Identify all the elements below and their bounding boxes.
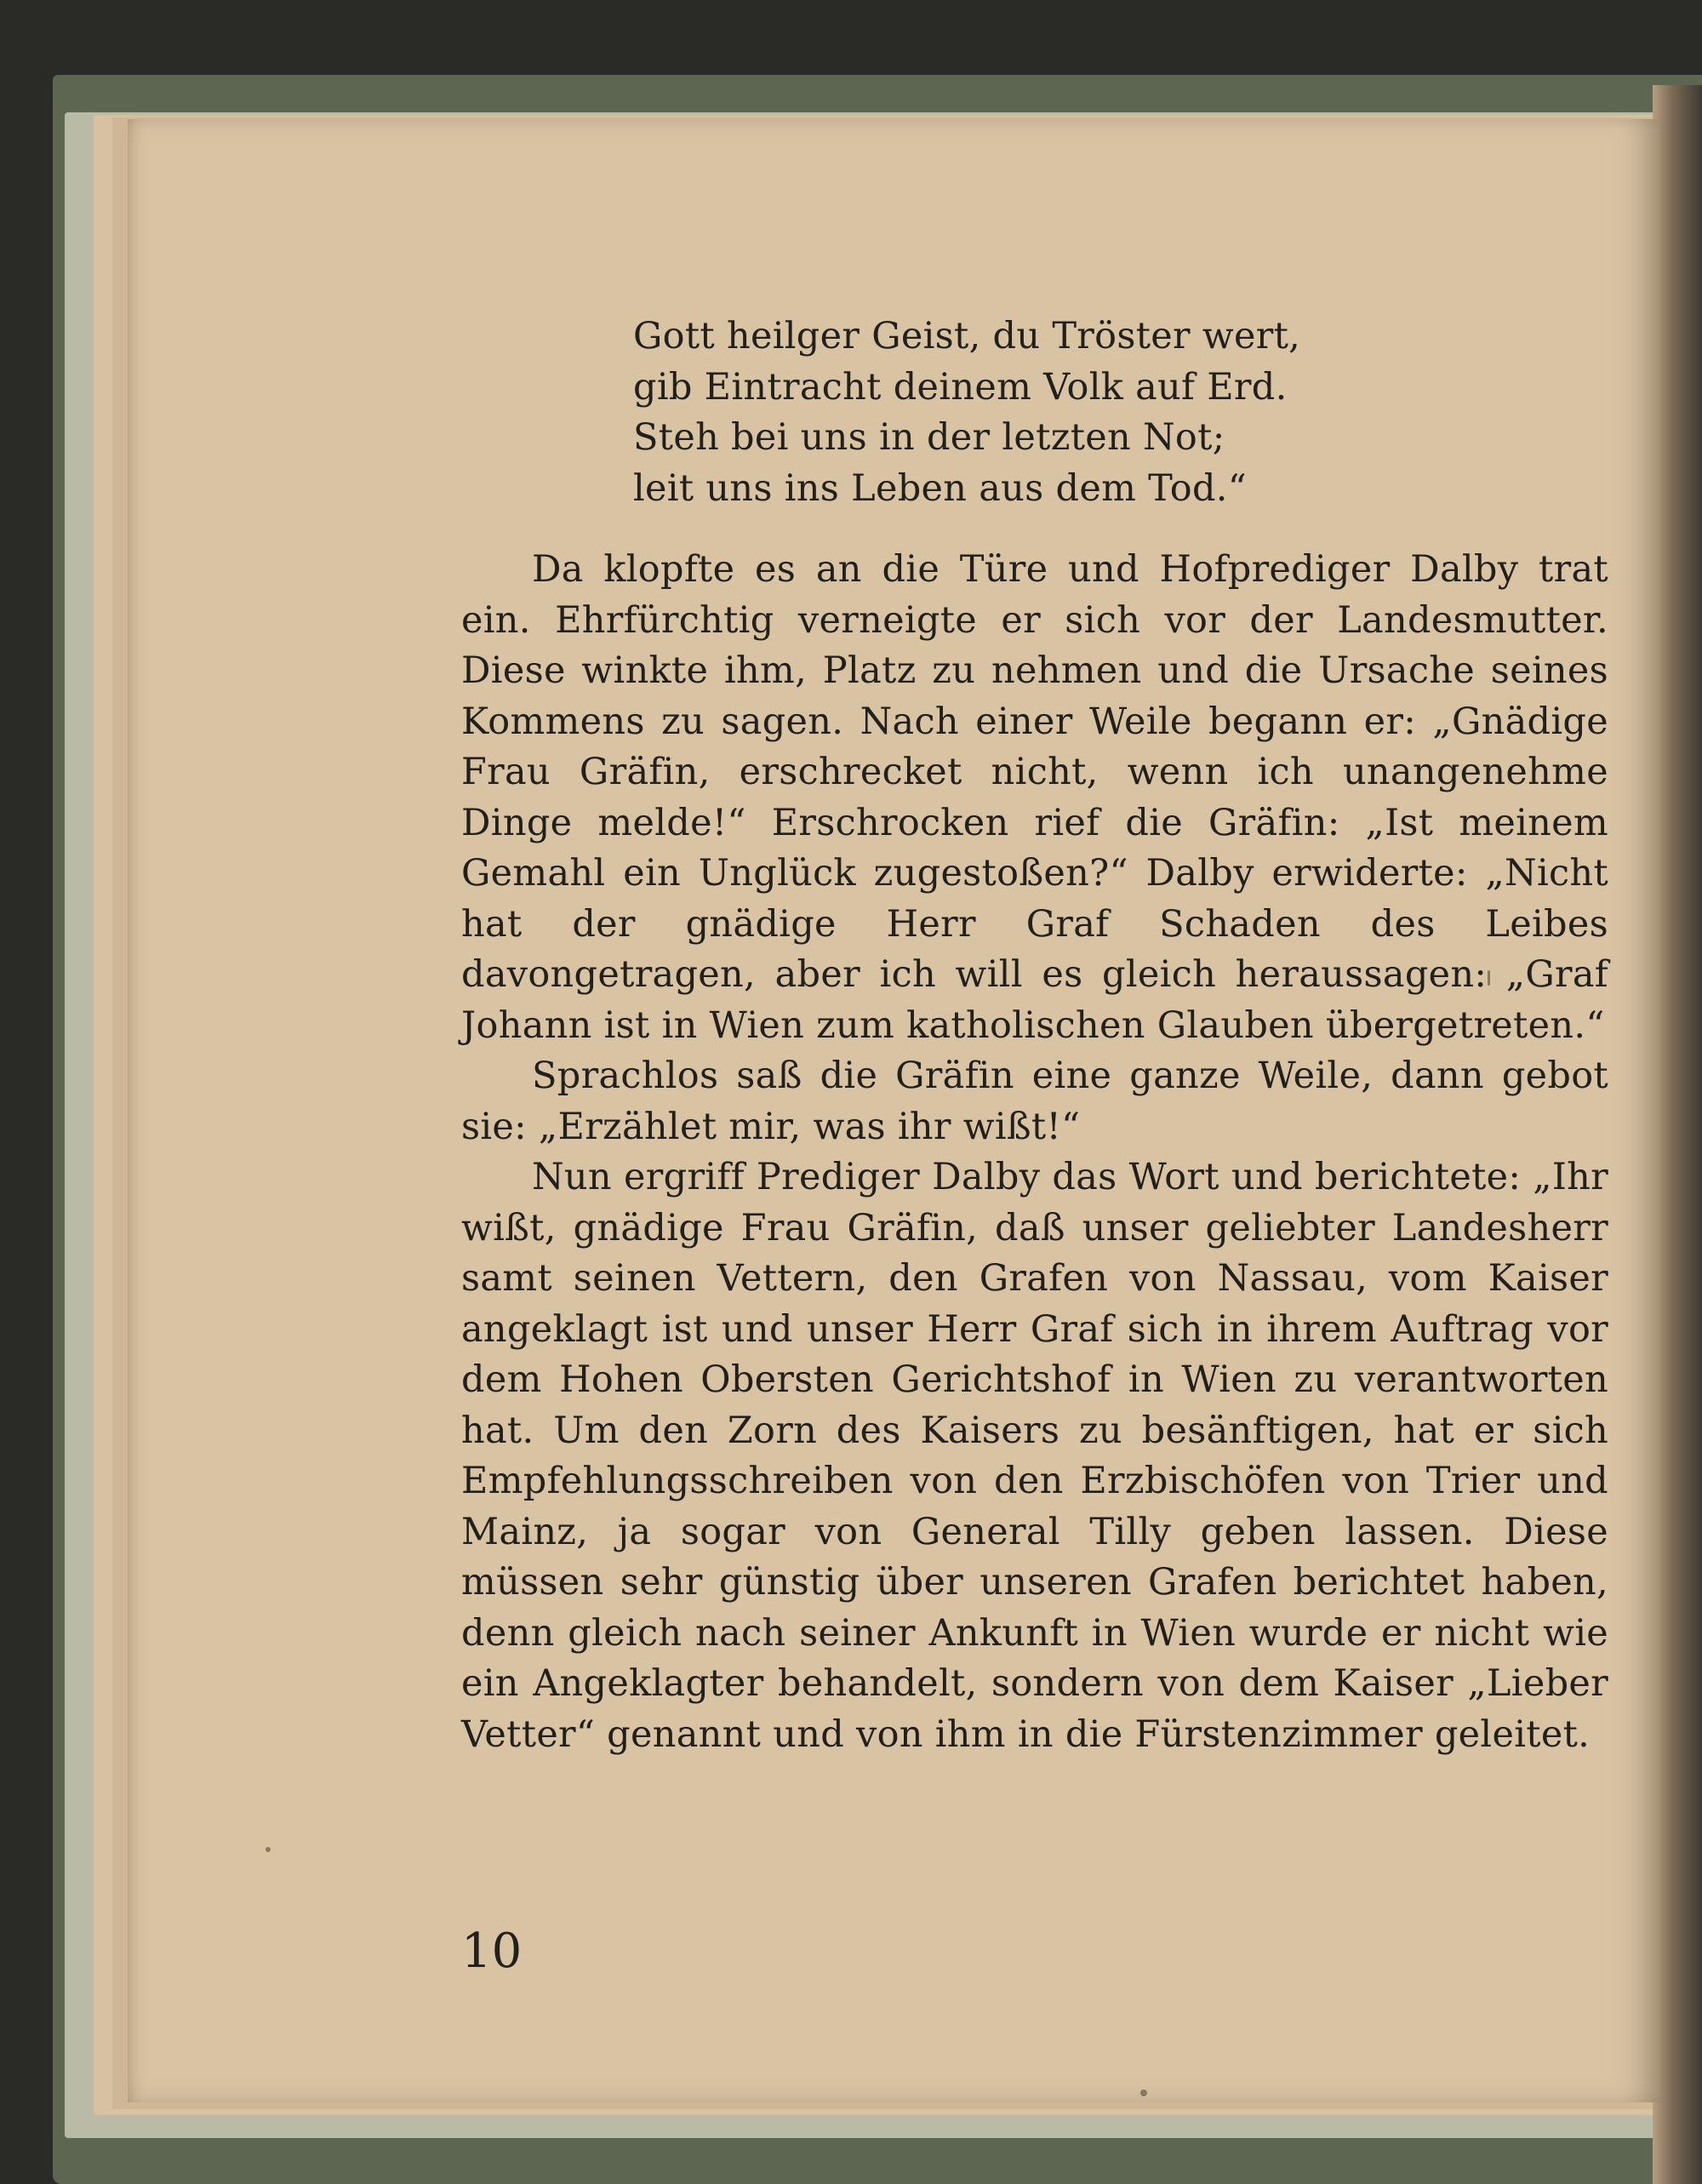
verse-block: [633, 312, 1608, 514]
verse-line: leit uns ins Leben aus dem Tod.“: [633, 466, 1248, 510]
book-page: [128, 119, 1659, 2102]
book-spine: [1653, 85, 1702, 2184]
paragraph: Nun ergriff Prediger Dalby das Wort und berichtete: „Ihr wißt, gnädige Frau Gräfin, daß unser geliebter Landesherr samt seinen Vettern, den Grafen von Nassau, vom Kaiser angeklagt ist und unser Herr Graf sich in ihrem Auftrag vor dem Hohen Obersten Gerichtshof in Wien zu verantworten hat. Um den Zorn des Kaisers zu besänftigen, hat er sich Empfehlungsschreiben von den Erzbischöfen von Trier und Mainz, ja sogar von General Tilly geben lassen. Diese müssen sehr günstig über unseren Grafen berichtet haben, denn gleich nach seiner Ankunft in Wien wurde er nicht wie ein Angeklagter behandelt, sondern von dem Kaiser „Lieber Vetter“ genannt und von ihm in die Fürstenzimmer geleitet.: [461, 1156, 1608, 1756]
paper-speck: [1140, 2090, 1147, 2096]
paragraph: Sprachlos saß die Gräfin eine ganze Weile, dann gebot sie: „Erzählet mir, was ihr wißt!“: [461, 1055, 1608, 1148]
verse-line: gib Eintracht deinem Volk auf Erd.: [633, 365, 1288, 409]
page-number: 10: [461, 1924, 523, 1979]
body-text: [461, 312, 1608, 1760]
paragraph: Da klopfte es an die Türe und Hofprediger Dalby trat ein. Ehrfürchtig verneigte er sich vor der Landesmutter. Diese winkte ihm, Platz zu nehmen und die Ursache seines Kommens zu sagen. Nach einer Weile begann er: „Gnädige Frau Gräfin, erschrecket nicht, wenn ich unangenehme Dinge melde!“ Erschrocken rief die Gräfin: „Ist meinem Gemahl ein Unglück zugestoßen?“ Dalby erwiderte: „Nicht hat der gnädige Herr Graf Schaden des Leibes davongetragen, aber ich will es gleich heraussagen: „Graf Johann ist in Wien zum katholischen Glauben übergetreten.“: [461, 548, 1608, 1047]
paper-speck: [266, 1847, 271, 1852]
verse-line: Steh bei uns in der letzten Not;: [633, 416, 1225, 459]
verse-line: Gott heilger Geist, du Tröster wert,: [633, 315, 1301, 357]
